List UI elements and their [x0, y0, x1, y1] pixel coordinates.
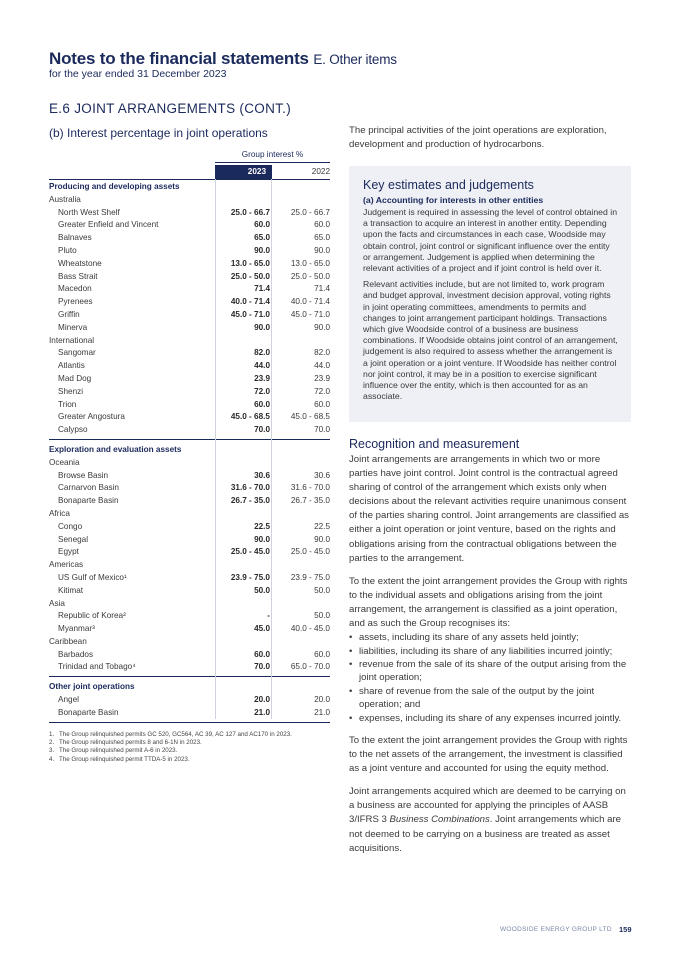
year-2023-header: 2023 [215, 165, 272, 179]
recognition-paragraph-1: Joint arrangements are arrangements in which two or more parties have joint control. Joint control is the contractual agreed sharing of control of the arrangement which exists only when decisions about the relevant activities require unanimous consent of the parties sharing control. Joint arrangements are classified as either a joint operation or joint venture, based on the rights and obligations arising from the contractual obligations between the parties to the arrangement. [349, 454, 629, 564]
region-row [49, 457, 330, 470]
row-label: Trinidad and Tobago⁴ [58, 662, 136, 672]
table-row [49, 482, 330, 495]
table-row [49, 271, 330, 284]
value-2022: 23.9 - 75.0 [290, 572, 330, 582]
value-2023: 25.0 - 66.7 [230, 207, 270, 217]
value-2022: 90.0 [314, 322, 330, 332]
value-2023: 22.5 [254, 521, 270, 531]
value-2023: 60.0 [254, 220, 270, 230]
table-row [49, 347, 330, 360]
bullet-item: • liabilities, including its share of any liabilities incurred jointly; [349, 645, 631, 658]
value-2023: 45.0 - 71.0 [230, 309, 270, 319]
row-label: Greater Enfield and Vincent [58, 220, 159, 230]
row-label: Balnaves [58, 233, 92, 243]
value-2023: 90.0 [254, 534, 270, 544]
recognition-paragraph-4 [349, 785, 631, 855]
value-2023: 71.4 [254, 284, 270, 294]
value-2023: 70.0 [254, 662, 270, 672]
footnote [49, 747, 330, 755]
table-row [49, 386, 330, 399]
value-2023: 31.6 - 70.0 [230, 483, 270, 493]
value-2023: 44.0 [254, 361, 270, 371]
key-estimates-paragraph-2: Relevant activities include, but are not limited to, work program and budget approval, investment decision approval, voting rights in joint operating committees, amendments to permits and changes to joint arrangement participant holdings. Transactions which give Woodside control of a business are business combinations. If Woodside obtains joint control of an arrangement, judgement is also required to assess whether the arrangement is a joint operation or a joint venture. If Woodside has neither control nor joint control, it may be in a position to exercise significant influence over the entity, which is then accounted for as an associate. [363, 279, 618, 402]
value-2022: 50.0 [314, 585, 330, 595]
intro-text [349, 124, 630, 152]
table-row [49, 309, 330, 322]
row-label: Angel [58, 695, 79, 705]
table-row [49, 219, 330, 232]
footnote [49, 731, 330, 739]
row-label: Browse Basin [58, 470, 109, 480]
row-label: Trion [58, 399, 77, 409]
value-2022: 60.0 [314, 220, 330, 230]
table-row [49, 649, 330, 662]
value-2023: 82.0 [254, 348, 270, 358]
key-estimates-title: Key estimates and judgements [363, 178, 534, 192]
value-2022: 22.5 [314, 521, 330, 531]
row-label: Macedon [58, 284, 92, 294]
value-2022: 25.0 - 66.7 [290, 207, 330, 217]
row-label: Greater Angostura [58, 412, 125, 422]
row-label: Mad Dog [58, 373, 92, 383]
footnote [49, 756, 330, 764]
row-label: Bonaparte Basin [58, 707, 119, 717]
table-row [49, 521, 330, 534]
region-row [49, 194, 330, 207]
value-2023: 23.9 - 75.0 [230, 572, 270, 582]
value-2023: 13.0 - 65.0 [230, 258, 270, 268]
value-2023: 23.9 [254, 373, 270, 383]
value-2022: 70.0 [314, 425, 330, 435]
row-label: Bass Strait [58, 271, 98, 281]
value-2023: 45.0 [254, 624, 270, 634]
page-title [49, 49, 397, 69]
table-row [49, 283, 330, 296]
row-label: Pyrenees [58, 297, 93, 307]
bullet-item: • revenue from the sale of its share of the output arising from the joint operation; [349, 658, 631, 685]
row-label: Griffin [58, 309, 80, 319]
group-separator [49, 674, 330, 681]
table-row [49, 707, 330, 720]
row-label: Egypt [58, 547, 79, 557]
table-row [49, 322, 330, 335]
value-2023: 50.0 [254, 585, 270, 595]
table-row [49, 232, 330, 245]
reporting-period: for the year ended 31 December 2023 [49, 68, 227, 80]
value-2022: 23.9 [314, 373, 330, 383]
row-label: Myanmar³ [58, 624, 95, 634]
table-body [49, 181, 330, 723]
table-row [49, 245, 330, 258]
key-estimates-subtitle: (a) Accounting for interests in other entities [363, 195, 544, 205]
footer-company: WOODSIDE ENERGY GROUP LTD [500, 926, 612, 933]
category-heading [49, 444, 330, 457]
value-2023: 25.0 - 50.0 [230, 271, 270, 281]
row-label: US Gulf of Mexico¹ [58, 572, 127, 582]
row-label: Carnarvon Basin [58, 483, 119, 493]
region-row [49, 508, 330, 521]
interest-table [49, 148, 330, 723]
table-row [49, 534, 330, 547]
footnote-number: 1. [49, 731, 55, 738]
category-heading [49, 181, 330, 194]
row-label: Americas [49, 560, 84, 570]
section-heading: E.6 JOINT ARRANGEMENTS (CONT.) [49, 101, 292, 116]
value-2022: 44.0 [314, 361, 330, 371]
row-label: Asia [49, 598, 65, 608]
value-2022: 31.6 - 70.0 [290, 483, 330, 493]
footnote-text: The Group relinquished permit TTDA-5 in 2023. [59, 755, 190, 763]
value-2023: 65.0 [254, 233, 270, 243]
value-2023: 26.7 - 35.0 [230, 496, 270, 506]
table-row [49, 661, 330, 674]
value-2023: 90.0 [254, 322, 270, 332]
table-row [49, 411, 330, 424]
page-number: 159 [619, 925, 632, 934]
value-2023: 70.0 [254, 425, 270, 435]
category-label: Producing and developing assets [49, 182, 180, 191]
category-label: Other joint operations [49, 682, 135, 692]
value-2022: 90.0 [314, 245, 330, 255]
table-row [49, 399, 330, 412]
row-label: Kitimat [58, 585, 84, 595]
value-2022: 21.0 [314, 707, 330, 717]
value-2022: 71.4 [314, 284, 330, 294]
table-row [49, 623, 330, 636]
p4-emphasis: Business Combinations [389, 814, 490, 826]
row-label: Oceania [49, 457, 80, 467]
row-label: Africa [49, 508, 70, 518]
table-row [49, 424, 330, 437]
group-separator [49, 437, 330, 444]
value-2022: 25.0 - 50.0 [290, 271, 330, 281]
table-row [49, 495, 330, 508]
key-estimates-paragraph-1: Judgement is required in assessing the level of control obtained in a transaction to acquire an interest in another entity. Depending upon the facts and circumstances in each case, Woodside may obtain control, joint control or significant influence over the entity or arrangement. Judgement is applied when determining the relevant activities of a project and if joint control is held over it. [363, 207, 618, 274]
table-row [49, 296, 330, 309]
value-2022: 40.0 - 71.4 [290, 297, 330, 307]
value-2022: 40.0 - 45.0 [290, 624, 330, 634]
value-2023: 90.0 [254, 245, 270, 255]
table-row [49, 546, 330, 559]
value-2022: 90.0 [314, 534, 330, 544]
value-2023: 60.0 [254, 399, 270, 409]
table-end-rule [49, 722, 330, 723]
bullet-item: • assets, including its share of any assets held jointly; [349, 631, 631, 644]
footnote-text: The Group relinquished permits 8 and 6-1N in 2023. [59, 739, 202, 747]
table-row [49, 258, 330, 271]
recognition-paragraph-3: To the extent the joint arrangement provides the Group with rights to the net assets of the arrangement, the investment is classified as a joint venture and accounted for using the equity method. [349, 734, 628, 775]
value-2022: 60.0 [314, 649, 330, 659]
group-interest-label: Group interest % [241, 150, 304, 159]
bullet-item: • expenses, including its share of any expenses incurred jointly. [349, 712, 631, 725]
value-2022: 26.7 - 35.0 [290, 496, 330, 506]
value-2022: 60.0 [314, 399, 330, 409]
row-label: Sangomar [58, 348, 96, 358]
value-2022: 13.0 - 65.0 [290, 258, 330, 268]
value-2022: 50.0 [314, 611, 330, 621]
row-label: Congo [58, 521, 83, 531]
value-2022: 82.0 [314, 348, 330, 358]
bullet-item: • share of revenue from the sale of the output by the joint operation; and [349, 685, 631, 712]
p4-text-a: Joint arrangements acquired which are deemed to be carrying on a business are accounted for applying the principles of AASB 3/IFRS 3 [349, 786, 626, 826]
recognition-paragraph-2: To the extent the joint arrangement provides the Group with rights to the individual assets and obligations arising from the joint arrangement, the arrangement is classified as a joint operation, and as such the Group recognises its: [349, 575, 628, 630]
region-row [49, 598, 330, 611]
region-row [49, 559, 330, 572]
value-2023: 40.0 - 71.4 [230, 297, 270, 307]
table-year-header [49, 164, 330, 181]
category-heading [49, 681, 330, 694]
title-main: Notes to the financial statements [49, 49, 309, 68]
value-2023: 21.0 [254, 707, 270, 717]
value-2023: 30.6 [254, 470, 270, 480]
category-label: Exploration and evaluation assets [49, 444, 182, 454]
region-row [49, 636, 330, 649]
p4-text-b: . Joint arrangements which are not deemed to be carrying on a business are treated as asset acquisitions. [349, 814, 621, 854]
table-row [49, 207, 330, 220]
table-row [49, 373, 330, 386]
table-row [49, 585, 330, 598]
table-row [49, 610, 330, 623]
value-2023: 72.0 [254, 386, 270, 396]
value-2022: 45.0 - 71.0 [290, 309, 330, 319]
region-row [49, 335, 330, 348]
value-2022: 65.0 [314, 233, 330, 243]
row-label: Minerva [58, 322, 88, 332]
value-2023: 45.0 - 68.5 [230, 412, 270, 422]
recognition-section [349, 437, 631, 856]
footnote-number: 2. [49, 739, 55, 747]
row-label: Calypso [58, 425, 88, 435]
row-label: Bonaparte Basin [58, 496, 119, 506]
table-row [49, 470, 330, 483]
value-2022: 25.0 - 45.0 [290, 547, 330, 557]
value-2022: 72.0 [314, 386, 330, 396]
intro-paragraph: The principal activities of the joint operations are exploration, development and production of hydrocarbons. [349, 125, 607, 150]
recognition-title: Recognition and measurement [349, 437, 520, 451]
value-2022: 20.0 [314, 695, 330, 705]
row-label: Atlantis [58, 361, 85, 371]
table-row [49, 572, 330, 585]
row-label: Wheatstone [58, 258, 102, 268]
column-2023-rule [215, 179, 272, 719]
footnote-text: The Group relinquished permits GC 520, GC564, AC 39, AC 127 and AC170 in 2023. [59, 731, 292, 738]
row-label: Shenzi [58, 386, 84, 396]
year-2022-header: 2022 [311, 167, 330, 176]
row-label: Caribbean [49, 636, 87, 646]
key-estimates-box [349, 166, 631, 422]
table-footnotes [49, 731, 330, 764]
table-group-header [49, 148, 330, 164]
value-2023: 60.0 [254, 649, 270, 659]
row-label: International [49, 335, 95, 345]
row-label: Senegal [58, 534, 89, 544]
row-label: Pluto [58, 245, 77, 255]
value-2023: 20.0 [254, 695, 270, 705]
value-2022: 45.0 - 68.5 [290, 412, 330, 422]
value-2022: 65.0 - 70.0 [290, 662, 330, 672]
recognition-bullets [349, 631, 631, 725]
table-row [49, 360, 330, 373]
row-label: Republic of Korea² [58, 611, 126, 621]
value-2022: 30.6 [314, 470, 330, 480]
row-label: Barbados [58, 649, 94, 659]
footnote-number: 3. [49, 747, 55, 755]
footnote-number: 4. [49, 755, 55, 763]
table-row [49, 694, 330, 707]
row-label: Australia [49, 194, 81, 204]
value-2023: - [267, 611, 270, 621]
footnote [49, 739, 330, 747]
table-heading: (b) Interest percentage in joint operations [49, 126, 268, 140]
footnote-text: The Group relinquished permit A-6 in 2023. [59, 747, 178, 755]
title-suffix: E. Other items [313, 52, 397, 67]
value-2023: 25.0 - 45.0 [230, 547, 270, 557]
row-label: North West Shelf [58, 207, 120, 217]
